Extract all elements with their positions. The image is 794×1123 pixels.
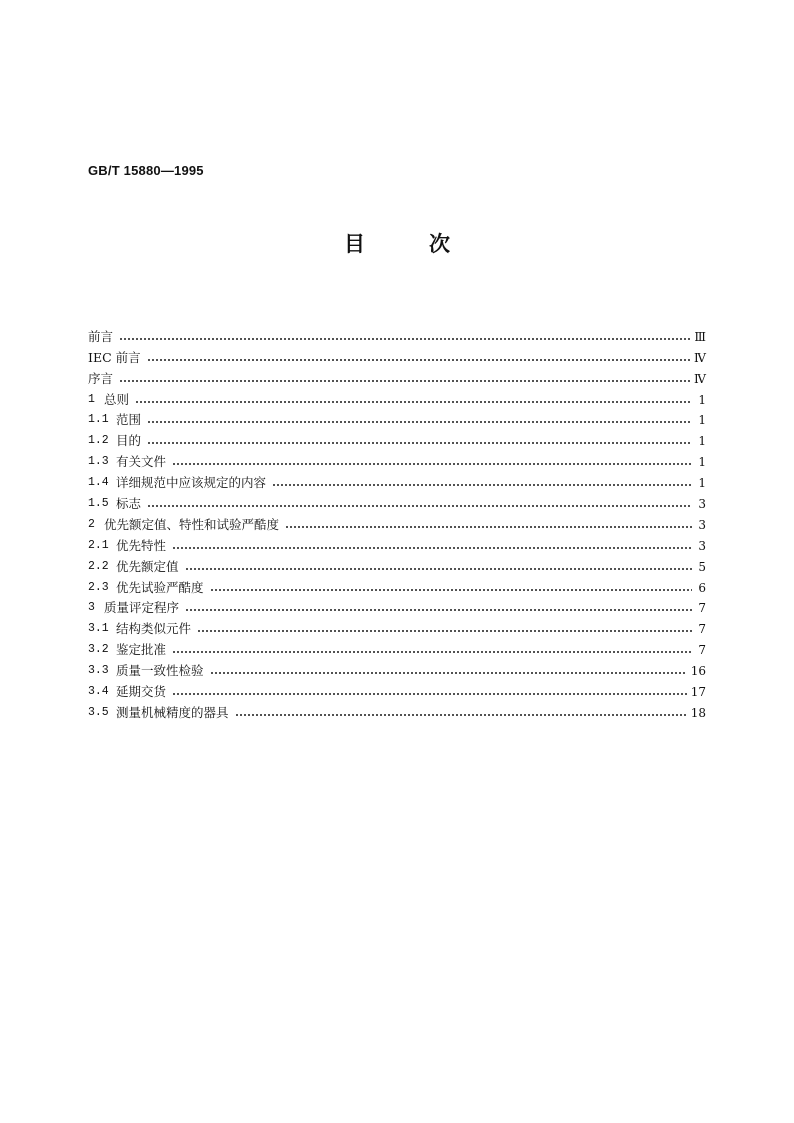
- toc-entry[interactable]: [88, 366, 706, 387]
- dot-leader: [185, 567, 692, 571]
- dot-leader: [235, 713, 687, 717]
- dot-leader: [147, 420, 692, 424]
- toc-entry-number: 1: [88, 392, 95, 406]
- toc-entry-label: 范围: [116, 412, 142, 428]
- toc-entry-number: 3.2: [88, 643, 109, 657]
- toc-entry-page: 6: [698, 580, 706, 595]
- toc-entry-label: 详细规范中应该规定的内容: [116, 475, 267, 491]
- toc-entry[interactable]: [88, 345, 706, 366]
- toc-entry-page: 1: [698, 455, 706, 470]
- toc-entry-page: 3: [698, 538, 706, 553]
- dot-leader: [172, 650, 692, 654]
- toc-entry-label: 优先试验严酷度: [116, 579, 204, 595]
- toc-entry-page: Ⅳ: [694, 371, 706, 386]
- toc-entry-page: 1: [698, 434, 706, 449]
- toc-entry[interactable]: [88, 616, 706, 637]
- toc-entry[interactable]: [88, 408, 706, 429]
- dot-leader: [172, 692, 687, 696]
- toc-entry-label: 序言: [88, 370, 114, 386]
- toc-entry-number: 3.4: [88, 685, 109, 699]
- toc-entry[interactable]: [88, 575, 706, 596]
- toc-entry[interactable]: [88, 324, 706, 345]
- toc-entry-number: 1.5: [88, 497, 109, 511]
- dot-leader: [135, 400, 692, 404]
- dot-leader: [272, 483, 692, 487]
- toc-entry-page: 7: [698, 622, 706, 637]
- toc-entry-page: 5: [698, 559, 706, 574]
- dot-leader: [172, 462, 692, 466]
- toc-entry[interactable]: [88, 491, 706, 512]
- toc-entry-page: 7: [698, 601, 706, 616]
- toc-entry-number: 3: [88, 601, 95, 615]
- dot-leader: [119, 337, 690, 341]
- dot-leader: [172, 546, 692, 550]
- toc-entry-number: 2.1: [88, 538, 109, 552]
- toc-entry[interactable]: [88, 637, 706, 658]
- toc-entry-number: 1.1: [88, 413, 109, 427]
- dot-leader: [119, 379, 690, 383]
- toc-entry-number: 2.2: [88, 559, 109, 573]
- toc-entry[interactable]: [88, 554, 706, 575]
- dot-leader: [210, 588, 692, 592]
- toc-entry-label: 总则: [104, 391, 130, 407]
- toc-entry-label: 优先额定值: [116, 558, 179, 574]
- toc-entry-page: 3: [698, 497, 706, 512]
- dot-leader: [147, 358, 690, 362]
- toc-entry-number: 2.3: [88, 580, 109, 594]
- toc-entry-page: 1: [698, 392, 706, 407]
- table-of-contents: [88, 324, 706, 721]
- dot-leader: [185, 608, 692, 612]
- toc-entry-label: 前言: [88, 328, 114, 344]
- toc-entry[interactable]: [88, 596, 706, 617]
- toc-entry[interactable]: [88, 512, 706, 533]
- toc-entry-page: 16: [690, 664, 706, 679]
- toc-entry[interactable]: [88, 387, 706, 408]
- toc-entry[interactable]: [88, 470, 706, 491]
- toc-entry-label: 优先额定值、特性和试验严酷度: [104, 516, 280, 532]
- toc-entry-label: 质量一致性检验: [116, 663, 204, 679]
- title-char-2: 次: [429, 231, 450, 256]
- toc-entry-label: 鉴定批准: [116, 642, 167, 658]
- toc-entry[interactable]: [88, 449, 706, 470]
- toc-entry-page: 1: [698, 476, 706, 491]
- toc-entry[interactable]: [88, 700, 706, 721]
- toc-entry-number: 1.4: [88, 476, 109, 490]
- toc-entry-page: 17: [690, 685, 706, 700]
- toc-entry-label: 测量机械精度的器具: [116, 704, 229, 720]
- toc-entry-number: 3.3: [88, 664, 109, 678]
- toc-entry[interactable]: [88, 679, 706, 700]
- toc-entry-label: IEC 前言: [88, 349, 141, 365]
- toc-entry-page: Ⅳ: [694, 350, 706, 365]
- page-title: [0, 228, 794, 258]
- toc-entry-label: 标志: [116, 496, 142, 512]
- toc-entry-page: 3: [698, 517, 706, 532]
- title-char-1: 目: [344, 231, 365, 256]
- dot-leader: [285, 525, 692, 529]
- toc-entry-number: 3.1: [88, 622, 109, 636]
- toc-entry[interactable]: [88, 658, 706, 679]
- toc-entry-number: 1.2: [88, 434, 109, 448]
- dot-leader: [147, 441, 692, 445]
- toc-entry-page: 1: [698, 413, 706, 428]
- dot-leader: [197, 629, 692, 633]
- toc-entry[interactable]: [88, 428, 706, 449]
- standard-number: GB/T 15880—1995: [88, 163, 204, 178]
- toc-entry-label: 延期交货: [116, 684, 167, 700]
- toc-entry-number: 2: [88, 517, 95, 531]
- toc-entry-page: 18: [690, 705, 706, 720]
- toc-entry-number: 3.5: [88, 705, 109, 719]
- dot-leader: [210, 671, 687, 675]
- toc-entry-page: 7: [698, 643, 706, 658]
- toc-entry-label: 结构类似元件: [116, 621, 192, 637]
- toc-entry-label: 质量评定程序: [104, 600, 180, 616]
- toc-entry-number: 1.3: [88, 455, 109, 469]
- toc-entry-label: 优先特性: [116, 537, 167, 553]
- toc-entry-label: 目的: [116, 433, 142, 449]
- toc-entry-label: 有关文件: [116, 454, 167, 470]
- toc-entry-page: Ⅲ: [694, 329, 706, 344]
- dot-leader: [147, 504, 692, 508]
- toc-entry[interactable]: [88, 533, 706, 554]
